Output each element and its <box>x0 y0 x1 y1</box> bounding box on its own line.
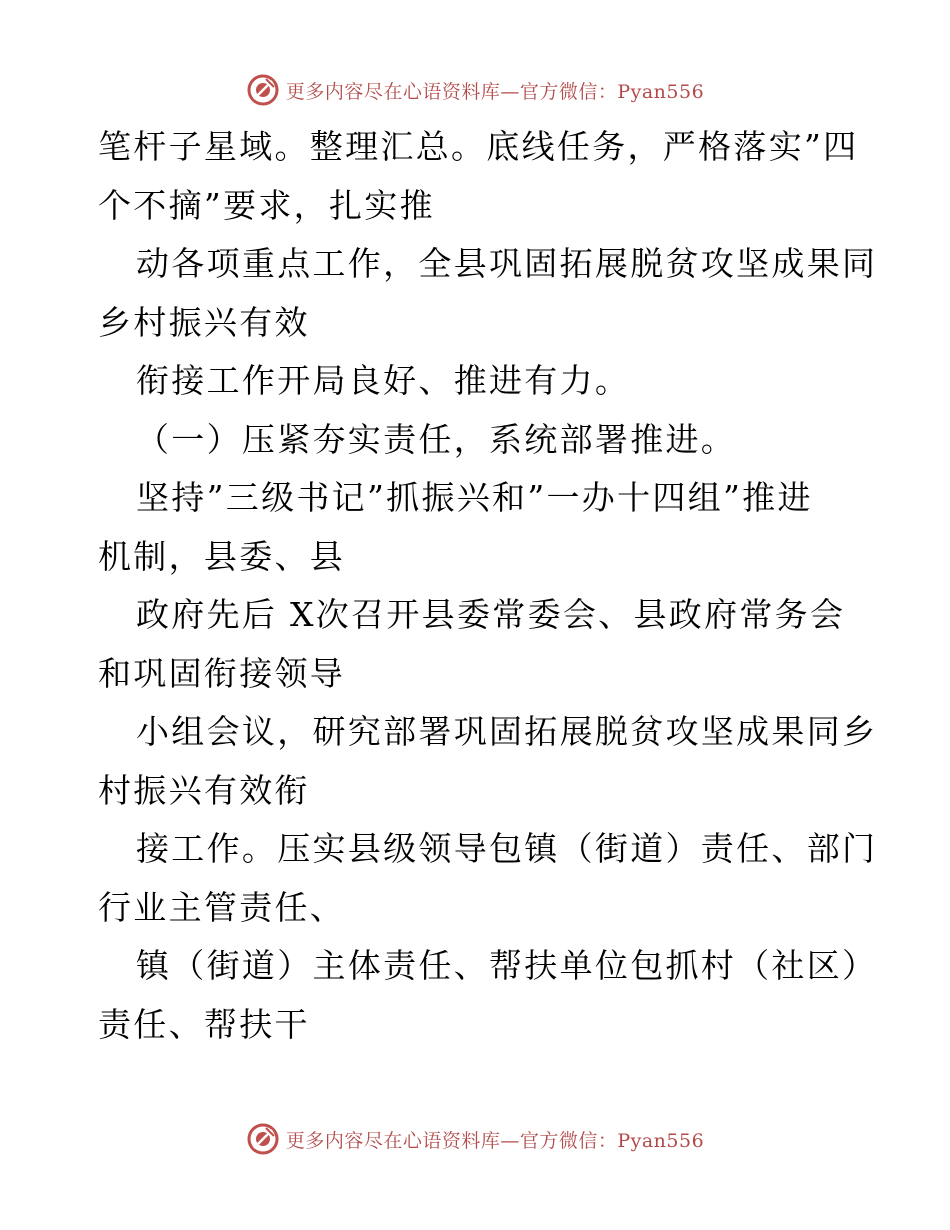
document-body <box>98 118 878 1054</box>
text-line: 和巩固衔接领导 <box>98 653 346 693</box>
text-line: 行业主管责任、 <box>98 887 346 927</box>
text-line: 个不摘”要求，扎实推 <box>98 185 435 225</box>
text-line: 小组会议，研究部署巩固拓展脱贫攻坚成果同乡 <box>136 712 878 751</box>
text-line: 镇（街道）主体责任、帮扶单位包抓村（社区） <box>136 946 878 985</box>
logo-icon <box>246 73 280 107</box>
section-heading: （一）压紧夯实责任，系统部署推进。 <box>136 419 737 459</box>
logo-icon <box>246 1122 280 1156</box>
text-line: 机制，县委、县 <box>98 536 346 576</box>
text-line: 村振兴有效衔 <box>98 770 310 810</box>
watermark-text: 更多内容尽在心语资料库—官方微信：Pyan556 <box>285 1129 705 1152</box>
text-line: 乡村振兴有效 <box>98 302 310 342</box>
text-line: 坚持”三级书记”抓振兴和”一办十四组”推进 <box>136 478 813 517</box>
watermark-text: 更多内容尽在心语资料库—官方微信：Pyan556 <box>285 80 705 103</box>
text-line: 接工作。压实县级领导包镇（街道）责任、部门 <box>136 829 878 868</box>
header-watermark <box>0 70 950 110</box>
footer-watermark <box>0 1119 950 1159</box>
text-line: 政府先后 X次召开县委常委会、县政府常务会 <box>136 595 846 634</box>
text-line: 责任、帮扶干 <box>98 1004 310 1044</box>
text-line: 动各项重点工作，全县巩固拓展脱贫攻坚成果同 <box>136 244 878 283</box>
text-line: 笔杆子星域。整理汇总。底线任务，严格落实”四 <box>98 127 859 166</box>
text-line: 衔接工作开局良好、推进有力。 <box>136 361 631 400</box>
